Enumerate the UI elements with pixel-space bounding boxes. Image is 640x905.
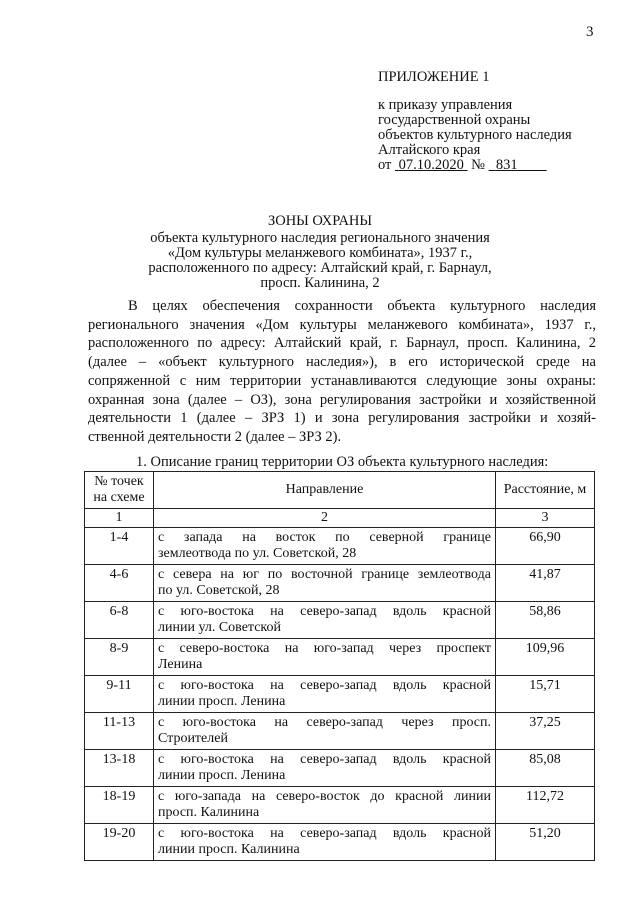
number-prefix: №	[471, 157, 485, 173]
table-row	[85, 676, 595, 713]
paragraph-line: ственной деятельности 2 (далее – ЗРЗ 2).	[88, 428, 342, 445]
paragraph-line: В целях обеспечения сохранности объекта культурного наследия	[128, 298, 596, 314]
direction-cell: с запада на восток по северной границе землеотвода по ул. Советской, 28	[154, 528, 496, 565]
boundary-table	[84, 471, 595, 861]
heading-title: ЗОНЫ ОХРАНЫ	[267, 213, 373, 229]
paragraph-line: сопряженной с ним территории устанавливаются следующие зоны охраны:	[88, 372, 596, 389]
direction-cell: с юго-востока на северо-запад вдоль красной линии просп. Ленина	[154, 676, 496, 713]
paragraph-line: охранная зона (далее – ОЗ), зона регулирования застройки и хозяйственной	[88, 391, 596, 408]
page-number: 3	[586, 24, 594, 40]
table-row	[85, 787, 595, 824]
direction-cell: с северо-востока на юго-запад через проспект Ленина	[154, 639, 496, 676]
direction-cell: с юго-запада на северо-восток до красной линии просп. Калинина	[154, 787, 496, 824]
heading-line: расположенного по адресу: Алтайский край, г. Барнаул,	[148, 260, 492, 276]
heading-line: «Дом культуры меланжевого комбината», 1937 г.,	[167, 245, 473, 261]
paragraph-line: регионального значения «Дом культуры меланжевого комбината», 1937 г.,	[88, 316, 596, 333]
table-row	[85, 750, 595, 787]
distance-cell: 85,08	[496, 750, 595, 787]
appendix-title: ПРИЛОЖЕНИЕ 1	[378, 69, 490, 85]
appendix-line: государственной охраны	[378, 112, 531, 128]
table-row	[85, 824, 595, 861]
table-row	[85, 602, 595, 639]
order-number: 831	[495, 157, 518, 173]
distance-cell: 41,87	[496, 565, 595, 602]
direction-cell: с юго-востока на северо-запад через просп. Строителей	[154, 713, 496, 750]
table-row	[85, 528, 595, 565]
distance-cell: 58,86	[496, 602, 595, 639]
header-points: № точек на схеме	[85, 472, 154, 509]
table-index-row	[85, 509, 595, 528]
header-distance: Расстояние, м	[496, 472, 595, 509]
paragraph-line: (далее – «объект культурного наследия»), в его исторической среде на	[88, 354, 596, 371]
table-caption: 1. Описание границ территории ОЗ объекта культурного наследия:	[136, 454, 549, 470]
points-cell: 6-8	[85, 602, 154, 639]
intro-paragraph	[88, 297, 596, 447]
points-cell: 9-11	[85, 676, 154, 713]
appendix-line: к приказу управления	[378, 97, 513, 113]
heading-line: объекта культурного наследия регионального значения	[150, 230, 490, 246]
appendix-block	[378, 70, 572, 173]
table-row	[85, 713, 595, 750]
order-date: 07.10.2020	[398, 157, 464, 173]
heading-line: просп. Калинина, 2	[260, 275, 380, 291]
appendix-line: Алтайского края	[378, 142, 481, 158]
index-cell: 3	[496, 509, 595, 528]
points-cell: 8-9	[85, 639, 154, 676]
index-cell: 2	[154, 509, 496, 528]
points-cell: 18-19	[85, 787, 154, 824]
table-row	[85, 565, 595, 602]
date-prefix: от	[378, 157, 392, 173]
distance-cell: 37,25	[496, 713, 595, 750]
points-cell: 4-6	[85, 565, 154, 602]
distance-cell: 112,72	[496, 787, 595, 824]
direction-cell: с юго-востока на северо-запад вдоль красной линии просп. Ленина	[154, 750, 496, 787]
order-date-number	[378, 158, 572, 173]
distance-cell: 109,96	[496, 639, 595, 676]
distance-cell: 66,90	[496, 528, 595, 565]
table-row	[85, 639, 595, 676]
direction-cell: с севера на юг по восточной границе землеотвода по ул. Советской, 28	[154, 565, 496, 602]
points-cell: 13-18	[85, 750, 154, 787]
header-direction: Направление	[154, 472, 496, 509]
points-cell: 19-20	[85, 824, 154, 861]
distance-cell: 51,20	[496, 824, 595, 861]
paragraph-line: расположенного по адресу: Алтайский край, г. Барнаул, просп. Калинина, 2	[88, 335, 596, 352]
distance-cell: 15,71	[496, 676, 595, 713]
points-cell: 1-4	[85, 528, 154, 565]
document-heading	[0, 214, 640, 291]
appendix-line: объектов культурного наследия	[378, 127, 572, 143]
index-cell: 1	[85, 509, 154, 528]
paragraph-line: деятельности 1 (далее – ЗРЗ 1) и зона регулирования застройки и хозяй-	[88, 410, 596, 427]
table-header-row	[85, 472, 595, 509]
points-cell: 11-13	[85, 713, 154, 750]
direction-cell: с юго-востока на северо-запад вдоль красной линии ул. Советской	[154, 602, 496, 639]
direction-cell: с юго-востока на северо-запад вдоль красной линии просп. Калинина	[154, 824, 496, 861]
